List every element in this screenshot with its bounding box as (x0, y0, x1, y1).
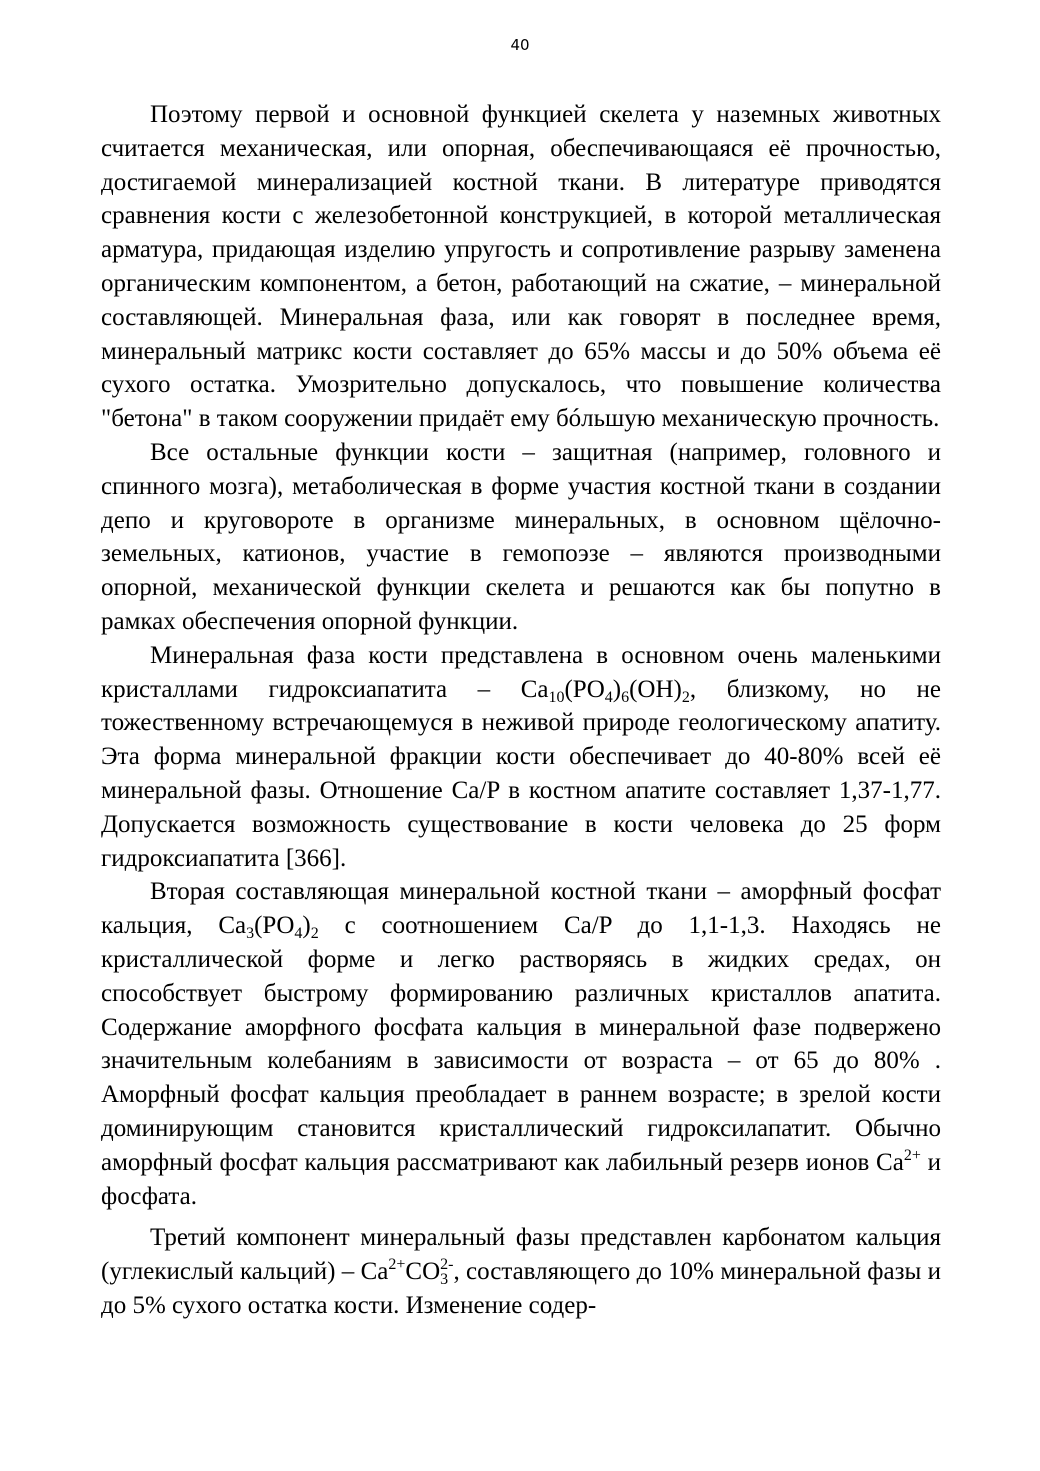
text-run: и фосфата. (101, 1148, 941, 1210)
text-run: Минеральная фаза кости представлена в основном очень маленькими кристаллами гидроксиапатита – Ca (101, 641, 941, 703)
subscript: 2 (681, 688, 690, 706)
text-run: ) (302, 912, 311, 940)
text-run: , составляющего до 10% минеральной фазы и до 5% сухого остатка кости. Изменение содер- (101, 1258, 941, 1319)
subscript: 10 (548, 688, 565, 706)
paragraph-amorphous-phosphate (101, 875, 941, 1213)
subscript: 4 (294, 925, 303, 943)
text-run: Третий компонент минеральный фазы представлен карбонатом кальция (углекислый кальций) – Ca (101, 1224, 941, 1286)
superscript: 2+ (388, 1256, 406, 1274)
subscript: 2 (310, 925, 319, 943)
subscript: 6 (621, 688, 630, 706)
paragraph-other-functions: Все остальные функции кости – защитная (например, головного и спинного мозга), метаболическая в форме участия костной ткани в создании депо и круговороте в организме минеральных, в основном щёлочно-земельных, катионов, участие в гемопоэзе – являются производными опорной, механической функции скелета и решаются как бы попутно в рамках обеспечения опорной функции. (101, 438, 941, 635)
text-run: (PO (564, 675, 605, 703)
paragraph-calcium-carbonate (101, 1221, 941, 1322)
subscript: 3 (246, 925, 255, 943)
text-run: , близкому, но не тожественному встречающемуся в неживой природе геологическому апатиту. Эта форма минеральной фракции кости обеспечивает до 40-80% всей её минеральной фазы. Отношение Ca/P в костном апатите составляет 1,37-1,77. Допускается возможность существование в кости человека до 25 форм гидроксиапатита [366]. (101, 675, 941, 872)
subscript: 3 (440, 1271, 449, 1289)
text-run: (OH) (629, 675, 682, 703)
paragraph-skeleton-function: Поэтому первой и основной функцией скелета у наземных животных считается механическая, или опорная, обеспечивающаяся её прочностью, достигаемой минерализацией костной ткани. В литературе приводятся сравнения кости с железобетонной конструкцией, в которой металлическая арматура, придающая изделию упругость и сопротивление разрыву заменена органическим компонентом, а бетон, работающий на сжатие, – минеральной составляющей. Минеральная фаза, или как говорят в последнее время, минеральный матрикс кости составляет до 65% массы и до 50% объема её сухого остатка. Умозрительно допускалось, что повышение количества "бетона" в таком сооружении придаёт ему бóльшую механическую прочность. (101, 101, 941, 433)
text-body (101, 98, 941, 1323)
text-run: ) (612, 675, 622, 703)
subscript: 4 (604, 688, 613, 706)
page-number: 40 (510, 36, 530, 54)
superscript: 2+ (903, 1146, 921, 1164)
paragraph-hydroxyapatite (101, 639, 941, 876)
text-run: CO (405, 1258, 441, 1286)
text-run: с соотношением Ca/P до 1,1-1,3. Находясь не кристаллической форме и легко растворяясь в жидких средах, он способствует быстрому формированию различных кристаллов апатита. Содержание аморфного фосфата кальция в минеральной фазе подвержено значительным колебаниям в зависимости от возраста – от 65 до 80% . Аморфный фосфат кальция преобладает в раннем возрасте; в зрелой кости доминирующим становится кристаллический гидроксилапатит. Обычно аморфный фосфат кальция рассматривают как лабильный резерв ионов Ca (101, 912, 941, 1176)
text-run: Вторая составляющая минеральной костной ткани – аморфный фосфат кальция, Ca (101, 878, 941, 940)
text-run: (PO (254, 912, 295, 940)
superscript: 2- (440, 1256, 454, 1274)
